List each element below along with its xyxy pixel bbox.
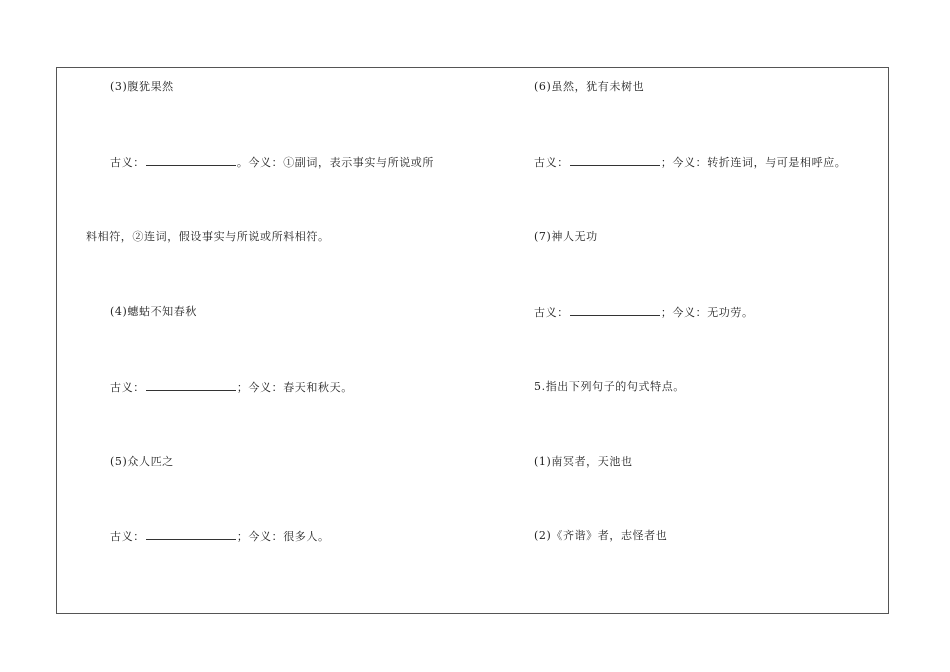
question-7-title: (7)神人无功 [534,230,598,243]
answer-blank[interactable] [146,380,236,391]
modern-meaning-text: ；今义：很多人。 [236,530,330,543]
modern-meaning-text: ；今义：春天和秋天。 [236,381,353,394]
question-6-title: (6)虽然，犹有未树也 [534,80,645,93]
question-6-meanings [534,155,846,170]
ancient-meaning-label: 古义： [110,156,145,169]
answer-blank[interactable] [146,529,236,540]
answer-blank[interactable] [570,305,660,316]
question-3-title: (3)腹犹果然 [110,80,174,93]
modern-meaning-text: ；今义：无功劳。 [660,306,754,319]
question-4-meanings [110,380,353,395]
question-4-title: (4)蟪蛄不知春秋 [110,305,197,318]
question-5-meanings [110,529,330,544]
modern-meaning-text: 。今义：①副词，表示事实与所说或所 [236,156,435,169]
section-5-heading: 5.指出下列句子的句式特点。 [534,380,685,393]
ancient-meaning-label: 古义： [534,156,569,169]
ancient-meaning-label: 古义： [110,381,145,394]
question-7-meanings [534,305,754,320]
modern-meaning-text: ；今义：转折连词，与可是相呼应。 [660,156,847,169]
question-3-meanings [110,155,434,170]
ancient-meaning-label: 古义： [110,530,145,543]
sentence-2: (2)《齐谐》者，志怪者也 [534,529,668,542]
answer-blank[interactable] [146,155,236,166]
answer-blank[interactable] [570,155,660,166]
question-5-title: (5)众人匹之 [110,455,174,468]
sentence-1: (1)南冥者，天池也 [534,455,633,468]
question-3-meanings-continued: 料相符，②连词，假设事实与所说或所料相符。 [86,230,330,243]
ancient-meaning-label: 古义： [534,306,569,319]
